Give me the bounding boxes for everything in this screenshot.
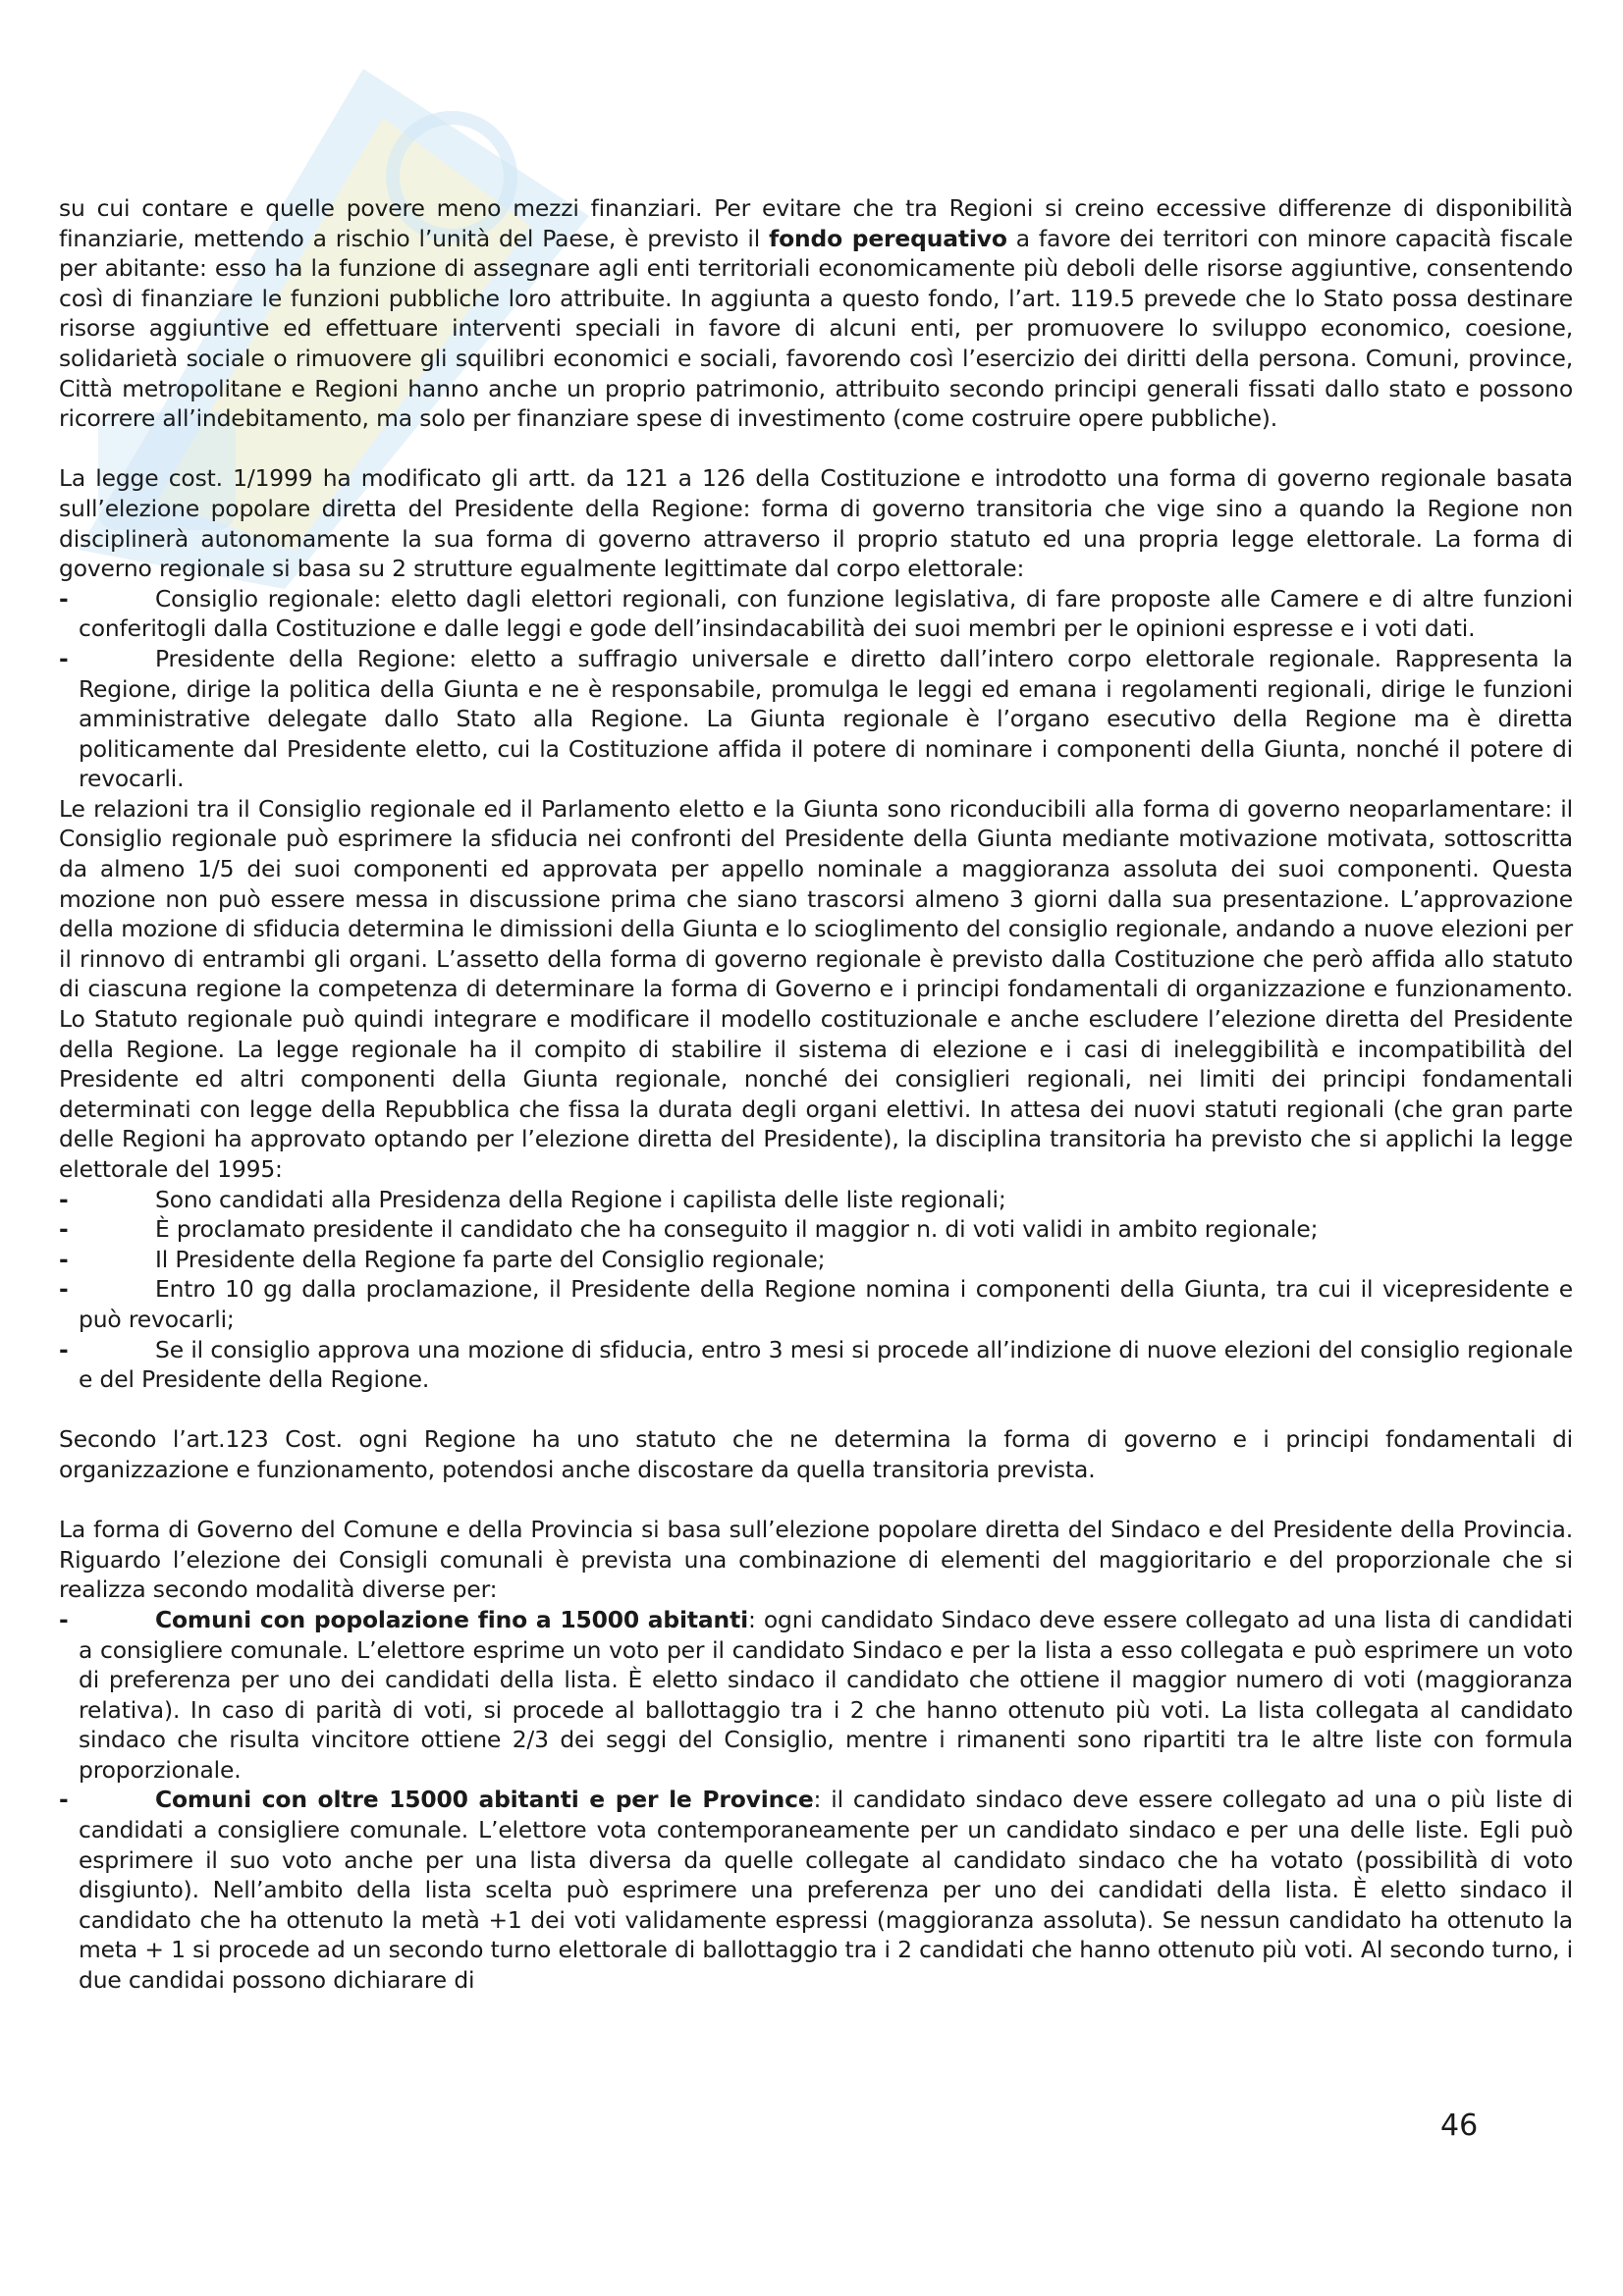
list-item: - Il Presidente della Regione fa parte del Consiglio regionale; <box>59 1245 826 1273</box>
paragraph-fondo-perequativo <box>59 193 1573 434</box>
list-item: - Presidente della Regione: eletto a suffragio universale e diretto dall’intero corpo elettorale regionale. Rappresenta la Regione, dirige la politica della Giunta e ne è responsabile, promulga le leggi ed emana i regolamenti regionali, dirige le funzioni amministrative delegate dallo Stato alla Regione. La Giunta regionale è l’organo esecutivo della Regione ma è diretta politicamente dal Presidente eletto, cui la Costituzione affida il potere di nominare i componenti della Giunta, nonché il potere di revocarli. <box>59 644 1573 793</box>
page-number: 46 <box>1440 2109 1479 2143</box>
list-item: - Entro 10 gg dalla proclamazione, il Presidente della Regione nomina i componenti della Giunta, tra cui il vicepresidente e può revocarli; <box>59 1275 1573 1333</box>
list-item: - Sono candidati alla Presidenza della Regione i capilista delle liste regionali; <box>59 1185 1006 1213</box>
document-body <box>59 193 1573 1996</box>
list-item: - Consiglio regionale: eletto dagli elettori regionali, con funzione legislativa, di fare proposte alle Camere e di altre funzioni conferitogli dalla Costituzione e dalle leggi e gode dell’insindacabilità dei suoi membri per le opinioni espresse e i voti dati. <box>59 584 1573 643</box>
text-run: a favore dei territori con minore capacità fiscale per abitante: esso ha la funzione di assegnare agli enti territoriali economicamente più deboli delle risorse aggiuntive, consentendo così di finanziare le funzioni pubbliche loro attribuite. In aggiunta a questo fondo, l’art. 119.5 prevede che lo Stato possa destinare risorse aggiuntive ed effettuare interventi speciali in favore di alcuni enti, per promuovere lo sviluppo economico, coesione, solidarietà sociale o rimuovere gli squilibri economici e sociali, favorendo così l’esercizio dei diritti della persona. Comuni, province, Città metropolitane e Regioni hanno anche un proprio patrimonio, attribuito secondo principi generali fissati dallo stato e possono ricorrere all’indebitamento, ma solo per finanziare spese di investimento (come costruire opere pubbliche). <box>59 224 1574 433</box>
list-item: - Se il consiglio approva una mozione di sfiducia, entro 3 mesi si procede all’indizione di nuove elezioni del consiglio regionale e del Presidente della Regione. <box>59 1335 1573 1394</box>
paragraph-comune-provincia: La forma di Governo del Comune e della Provincia si basa sull’elezione popolare diretta del Sindaco e del Presidente della Provincia. Riguardo l’elezione dei Consigli comunali è prevista una combinazione di elementi del maggioritario e del proporzionale che si realizza secondo modalità diverse per: <box>59 1516 1573 1604</box>
list-item: - È proclamato presidente il candidato che ha conseguito il maggior n. di voti validi in ambito regionale; <box>59 1215 1319 1244</box>
bold-term: fondo perequativo <box>769 224 1007 252</box>
paragraph-relazioni: Le relazioni tra il Consiglio regionale ed il Parlamento eletto e la Giunta sono riconducibili alla forma di governo neoparlamentare: il Consiglio regionale può esprimere la sfiducia nei confronti del Presidente della Giunta mediante motivazione motivata, sottoscritta da almeno 1/5 dei suoi componenti ed approvata per appello nominale a maggioranza assoluta dei suoi componenti. Questa mozione non può essere messa in discussione prima che siano trascorsi almeno 3 giorni dalla sua presentazione. L’approvazione della mozione di sfiducia determina le dimissioni della Giunta e lo scioglimento del consiglio regionale, andando a nuove elezioni per il rinnovo di entrambi gli organi. L’assetto della forma di governo regionale è previsto dalla Costituzione che però affida allo statuto di ciascuna regione la competenza di determinare la forma di Governo e i principi fondamentali di organizzazione e funzionamento. Lo Statuto regionale può quindi integrare e modificare il modello costituzionale e anche escludere l’elezione diretta del Presidente della Regione. La legge regionale ha il compito di stabilire il sistema di elezione e i casi di ineleggibilità e incompatibilità del Presidente ed altri componenti della Giunta regionale, nonché dei consiglieri regionali, nei limiti dei principi fondamentali determinati con legge della Repubblica che fissa la durata degli organi elettivi. In attesa dei nuovi statuti regionali (che gran parte delle Regioni ha approvato optando per l’elezione diretta del Presidente), la disciplina transitoria ha previsto che si applichi la legge elettorale del 1995: <box>59 794 1573 1183</box>
paragraph-legge-cost: La legge cost. 1/1999 ha modificato gli artt. da 121 a 126 della Costituzione e introdotto una forma di governo regionale basata sull’elezione popolare diretta del Presidente della Regione: forma di governo transitoria che vige sino a quando la Regione non disciplinerà autonomamente la sua forma di governo attraverso il proprio statuto ed una propria legge elettorale. La forma di governo regionale si basa su 2 strutture egualmente legittimate dal corpo elettorale: <box>59 464 1573 583</box>
list-item: - Comuni con oltre 15000 abitanti e per le Province: il candidato sindaco deve essere collegato ad una o più liste di candidati a consigliere comunale. L’elettore vota contemporaneamente per un candidato sindaco e per una delle liste. Egli può esprimere il suo voto anche per una lista diversa da quelle collegate al candidato sindaco che ha votato (possibilità di voto disgiunto). Nell’ambito della lista scelta può esprimere una preferenza per uno dei candidati della lista. È eletto sindaco il candidato che ha ottenuto la metà +1 dei voti validamente espressi (maggioranza assoluta). Se nessun candidato ha ottenuto la meta + 1 si procede ad un secondo turno elettorale di ballottaggio tra i 2 candidati che hanno ottenuto più voti. Al secondo turno, i due candidai possono dichiarare di <box>59 1786 1573 1995</box>
paragraph-art-123: Secondo l’art.123 Cost. ogni Regione ha uno statuto che ne determina la forma di governo e i principi fondamentali di organizzazione e funzionamento, potendosi anche discostare da quella transitoria prevista. <box>59 1425 1573 1483</box>
text-run: su cui contare e quelle povere meno mezzi finanziari. Per evitare che tra Regioni si creino eccessive differenze di disponibilità finanziarie, mettendo a rischio l’unità del Paese, è previsto il <box>59 194 1573 252</box>
list-item: - Comuni con popolazione fino a 15000 abitanti: ogni candidato Sindaco deve essere collegato ad una lista di candidati a consigliere comunale. L’elettore esprime un voto per il candidato Sindaco e per la lista a esso collegata e può esprimere un voto di preferenza per uno dei candidati della lista. È eletto sindaco il candidato che ottiene il maggior numero di voti (maggioranza relativa). In caso di parità di voti, si procede al ballottaggio tra i 2 che hanno ottenuto più voti. La lista collegata al candidato sindaco che risulta vincitore ottiene 2/3 dei seggi del Consiglio, mentre i rimanenti sono ripartiti tra le altre liste con formula proporzionale. <box>59 1605 1573 1784</box>
